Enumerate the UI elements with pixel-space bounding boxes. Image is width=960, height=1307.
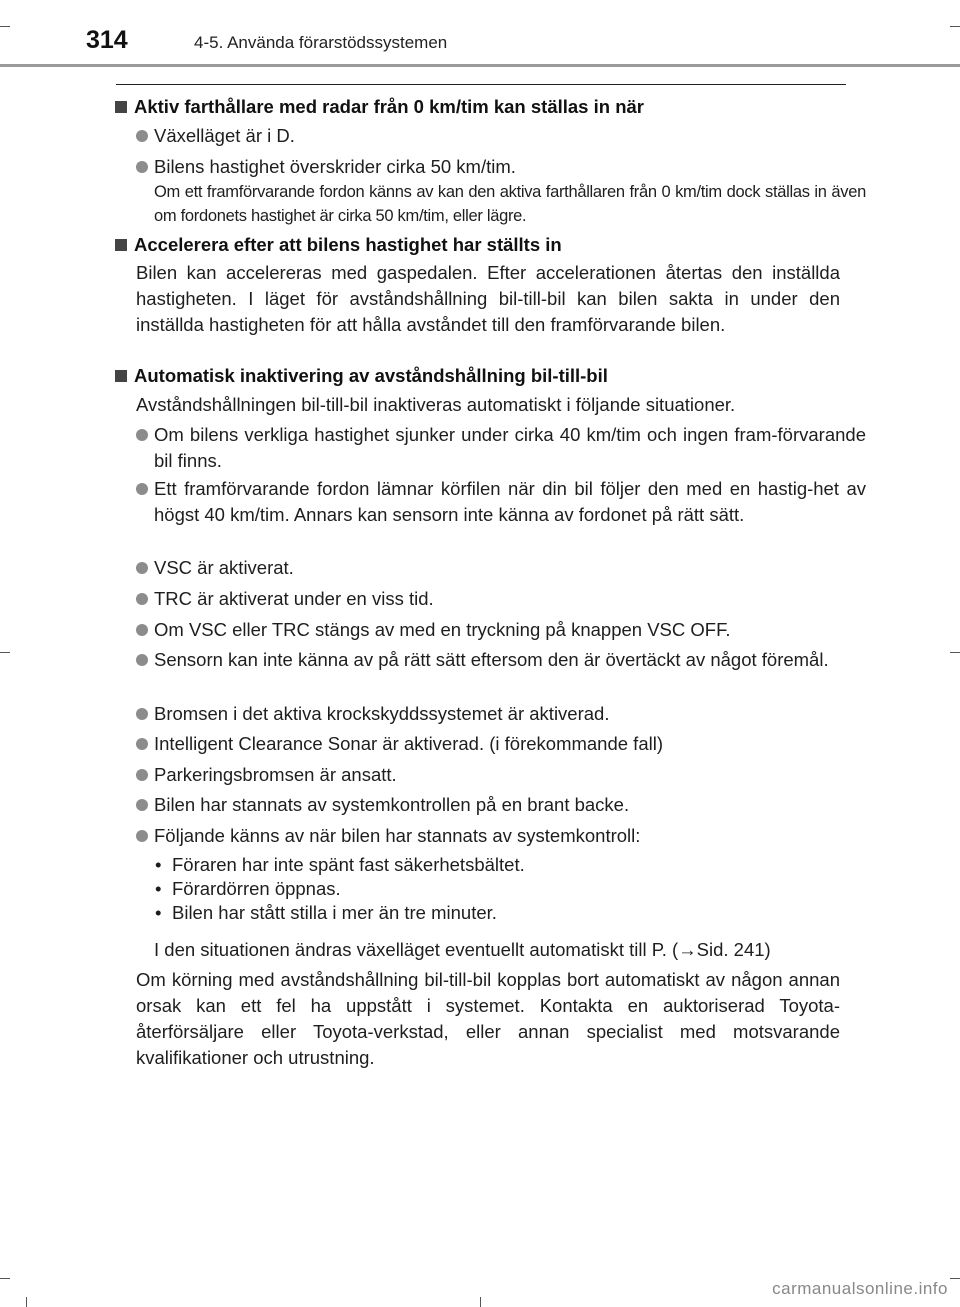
page-header [0, 0, 960, 70]
square-bullet-icon [115, 101, 127, 113]
square-bullet-icon [115, 239, 127, 251]
list-item: Om VSC eller TRC stängs av med en tryckning på knappen VSC OFF. [136, 617, 866, 643]
circle-bullet-icon [136, 130, 148, 142]
note-paragraph: I den situationen ändras växelläget eventuellt automatiskt till P. (→Sid. 241) [154, 939, 771, 960]
list-item: VSC är aktiverat. [136, 555, 866, 581]
square-bullet-icon [115, 370, 127, 382]
crop-mark [950, 652, 960, 653]
crop-mark [0, 652, 10, 653]
list-item: Följande känns av när bilen har stannats av systemkontroll: [136, 823, 866, 849]
bullet-note: Om ett framförvarande fordon känns av kan den aktiva farthållaren från 0 km/tim dock ställas in även om fordonets hastighet är cirka 50 km/tim, eller lägre. [154, 183, 866, 225]
closing-paragraph: Om körning med avståndshållning bil-till-bil kopplas bort automatiskt av någon annan orsak kan ett fel ha uppstått i systemet. Kontakta en auktoriserad Toyota-återförsäljare eller Toyota-verkstad, eller annan specialist med motsvarande kvalifikationer och utrustning. [136, 969, 840, 1068]
dash-item: • Förardörren öppnas. [155, 878, 341, 899]
list-item: Intelligent Clearance Sonar är aktiverad. (i förekommande fall) [136, 731, 866, 757]
list-item: Sensorn kan inte känna av på rätt sätt eftersom den är övertäckt av något föremål. [136, 647, 866, 673]
header-rule [0, 64, 960, 67]
section-title: 4-5. Använda förarstödssystemen [194, 33, 448, 52]
circle-bullet-icon [136, 799, 148, 811]
section-heading: Accelerera efter att bilens hastighet har ställts in [115, 234, 562, 256]
crop-mark [480, 1297, 481, 1307]
list-item: TRC är aktiverat under en viss tid. [136, 586, 866, 612]
list-item: Ett framförvarande fordon lämnar körfilen när din bil följer den med en hastig-het av högst 40 km/tim. Annars kan sensorn inte känna av fordonet på rätt sätt. [136, 476, 866, 528]
watermark: carmanualsonline.info [772, 1279, 948, 1298]
page-number: 314 [86, 26, 128, 54]
circle-bullet-icon [136, 429, 148, 441]
circle-bullet-icon [136, 624, 148, 636]
content-rule [116, 84, 846, 85]
crop-mark [0, 1278, 10, 1279]
crop-mark [26, 1297, 27, 1307]
dash-item: • Bilen har stått stilla i mer än tre minuter. [155, 902, 497, 923]
circle-bullet-icon [136, 708, 148, 720]
dash-list [154, 853, 834, 925]
circle-bullet-icon [136, 830, 148, 842]
circle-bullet-icon [136, 654, 148, 666]
crop-mark [950, 1278, 960, 1279]
circle-bullet-icon [136, 769, 148, 781]
circle-bullet-icon [136, 562, 148, 574]
list-item: Bilens hastighet överskrider cirka 50 km/tim. Om ett framförvarande fordon känns av kan den aktiva farthållaren från 0 km/tim dock ställas in även om fordonets hastighet är cirka 50 km/tim, eller lägre. [136, 154, 866, 228]
list-item: Parkeringsbromsen är ansatt. [136, 762, 866, 788]
section-heading: Aktiv farthållare med radar från 0 km/tim kan ställas in när [115, 96, 644, 118]
circle-bullet-icon [136, 483, 148, 495]
circle-bullet-icon [136, 593, 148, 605]
section-heading: Automatisk inaktivering av avståndshållning bil-till-bil [115, 365, 608, 387]
intro-paragraph: Avståndshållningen bil-till-bil inaktiveras automatiskt i följande situationer. [136, 394, 736, 415]
list-item: Bilen har stannats av systemkontrollen på en brant backe. [136, 792, 866, 818]
list-item: Bromsen i det aktiva krockskyddssystemet är aktiverad. [136, 701, 866, 727]
circle-bullet-icon [136, 161, 148, 173]
circle-bullet-icon [136, 738, 148, 750]
list-item: Växelläget är i D. [136, 123, 866, 149]
list-item: Om bilens verkliga hastighet sjunker under cirka 40 km/tim och ingen fram-förvarande bil finns. [136, 422, 866, 474]
dash-item: • Föraren har inte spänt fast säkerhetsbältet. [155, 854, 525, 875]
body-paragraph: Bilen kan accelereras med gaspedalen. Efter accelerationen återtas den inställda hastigheten. I läget för avståndshållning bil-till-bil kan bilen sakta in under den inställda hastigheten för att hålla avståndet till den framförvarande bilen. [136, 262, 840, 335]
